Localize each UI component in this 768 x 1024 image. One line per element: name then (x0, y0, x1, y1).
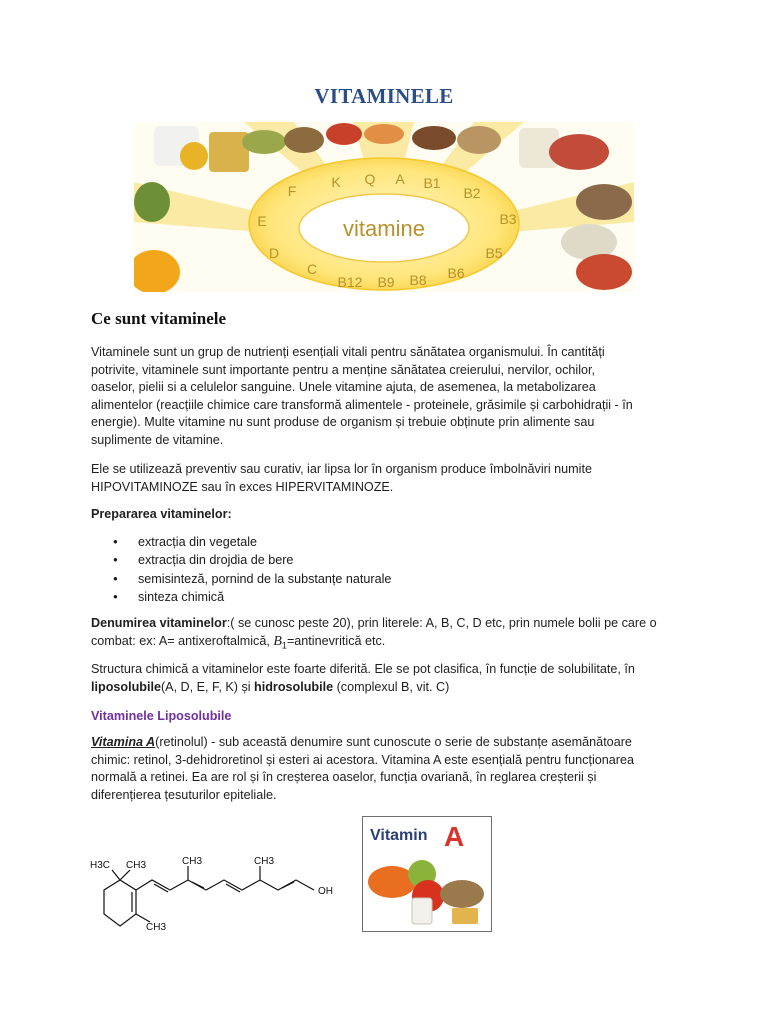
svg-text:H3C: H3C (90, 860, 111, 871)
svg-text:B12: B12 (337, 274, 363, 290)
page-title: VITAMINELE (314, 84, 454, 108)
svg-text:Q: Q (364, 171, 376, 187)
structure-paragraph: Structura chimică a vitaminelor este foarte diferită. Ele se pot clasifica, în funcție de solubilitate, în liposolubile(A, D, E, F, K) și hidrosolubile (complexul B, vit. C) (91, 662, 635, 694)
section-heading: Ce sunt vitaminele (91, 309, 227, 328)
svg-text:E: E (257, 213, 267, 229)
svg-text:CH3: CH3 (126, 860, 147, 871)
banner-center-word: vitamine (343, 216, 425, 241)
svg-text:B9: B9 (377, 274, 395, 290)
svg-text:D: D (268, 245, 280, 261)
naming-paragraph: Denumirea vitaminelor:( se cunosc peste 20), prin literele: A, B, C, D etc, prin numele bolii pe care o combat: ex: A= antixeroftalmică, $B_1=antinevritică$ etc. (91, 616, 657, 651)
svg-text:B8: B8 (409, 272, 427, 288)
svg-text:K: K (331, 174, 341, 190)
vitamin-a-paragraph: Vitamina A(retinolul) - sub această denumire sunt cunoscute o serie de substanțe asemănătoare chimic: retinol, 3-dehidroretinol și esteri ai acestora. Vitamina A este esențială pentru funcționarea normală a retinei. Ea are rol și în creșterea oaselor, funcția ovariană, în reglarea creșterii și diferențierea țesuturilor epiteliale. (91, 735, 634, 802)
svg-text:B2: B2 (463, 185, 481, 201)
svg-text:B3: B3 (499, 211, 517, 227)
svg-text:Vitamin: Vitamin (370, 827, 428, 844)
svg-text:A: A (395, 171, 405, 187)
svg-text:CH3: CH3 (146, 922, 167, 933)
intro-paragraph: Vitaminele sunt un grup de nutrienți esențiali vitali pentru sănătatea organismului. În cantități potrivite, vitaminele sunt importante pentru a menține sănătatea creierului, nervilor, ochilor, oaselor, pielii si a celulelor sanguine. Unele vitamine ajuta, de asemenea, la metabolizarea alimentelor (reacțiile chimice care transformă alimentele - proteinele, grăsimile și carbohidrații - în energie). Multe vitamine nu sunt produse de organism și trebuie obținute prin alimente sau suplimente de vitamine. (91, 345, 633, 447)
svg-text:F: F (287, 183, 297, 199)
vitamins-banner-image (134, 122, 634, 292)
list-item: ● extracția din drojdia de bere (113, 551, 391, 569)
svg-text:B6: B6 (447, 265, 465, 281)
usage-paragraph: Ele se utilizează preventiv sau curativ, iar lipsa lor în organism produce îmbolnăviri numite HIPOVITAMINOZE sau în exces HIPERVITAMINOZE. (91, 462, 592, 494)
list-item: ● sinteza chimică (113, 588, 391, 606)
liposoluble-heading: Vitaminele Liposolubile (91, 709, 232, 723)
list-item: ● semisinteză, pornind de la substanțe naturale (113, 570, 391, 588)
list-item: ● extracția din vegetale (113, 533, 391, 551)
preparation-heading: Prepararea vitaminelor: (91, 507, 232, 521)
preparation-list (113, 533, 391, 606)
svg-text:B5: B5 (485, 245, 503, 261)
svg-text:CH3: CH3 (254, 856, 275, 867)
retinol-structure-diagram (88, 846, 348, 942)
svg-text:CH3: CH3 (182, 856, 203, 867)
svg-text:C: C (306, 261, 318, 277)
svg-text:B1: B1 (423, 175, 441, 191)
svg-text:A: A (444, 821, 465, 852)
vitamin-a-image (362, 816, 492, 932)
svg-text:OH: OH (318, 886, 333, 897)
